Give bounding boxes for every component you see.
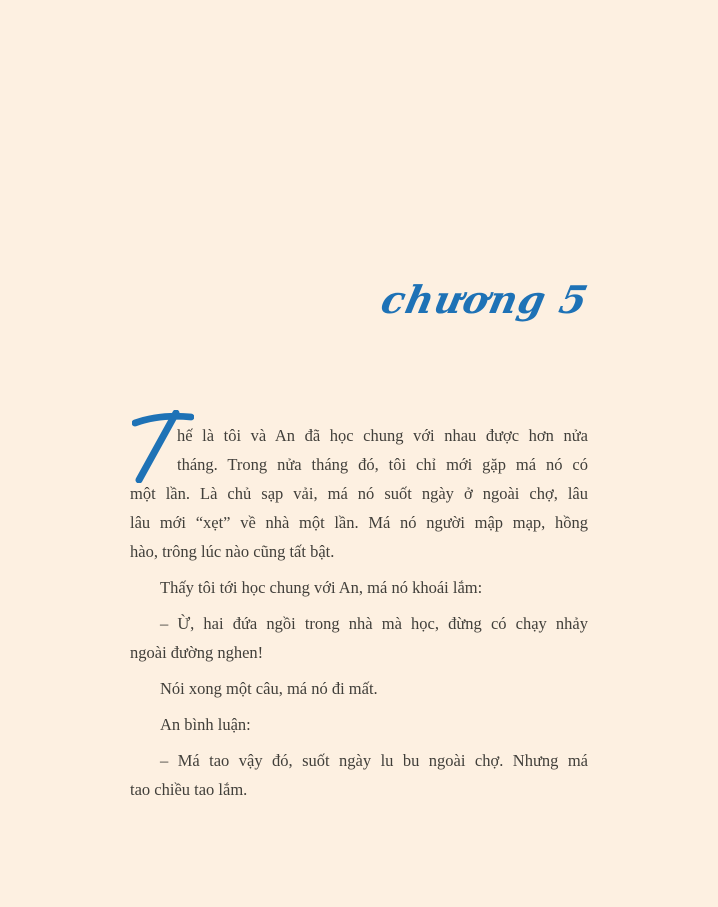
paragraph xyxy=(130,421,588,566)
body-line: – Ừ, hai đứa ngồi trong nhà mà học, đừng có chạy nhảy xyxy=(160,614,588,633)
body-line: tháng. Trong nửa tháng đó, tôi chỉ mới gặp má nó có xyxy=(177,455,588,474)
body-line: lâu mới “xẹt” về nhà một lần. Má nó người mập mạp, hồng xyxy=(130,513,588,532)
body-line: hào, trông lúc nào cũng tất bật. xyxy=(130,542,335,561)
paragraph xyxy=(130,674,588,703)
chapter-heading xyxy=(130,276,593,324)
paragraph xyxy=(130,573,588,602)
body-line: một lần. Là chủ sạp vải, má nó suốt ngày ở ngoài chợ, lâu xyxy=(130,484,588,503)
body-line: An bình luận: xyxy=(160,715,251,734)
paragraph xyxy=(130,609,588,667)
paragraph xyxy=(130,746,588,804)
text-block xyxy=(130,421,588,804)
body-line: hế là tôi và An đã học chung với nhau được hơn nửa xyxy=(177,426,588,445)
paragraph xyxy=(130,710,588,739)
body-line: Nói xong một câu, má nó đi mất. xyxy=(160,679,378,698)
body-line: Thấy tôi tới học chung với An, má nó khoái lắm: xyxy=(160,578,483,597)
chapter-heading-label: chương 5 xyxy=(377,277,593,322)
body-line: – Má tao vậy đó, suốt ngày lu bu ngoài chợ. Nhưng má xyxy=(160,751,588,770)
body-line: ngoài đường nghen! xyxy=(130,643,264,662)
body-line: tao chiều tao lắm. xyxy=(130,780,248,799)
